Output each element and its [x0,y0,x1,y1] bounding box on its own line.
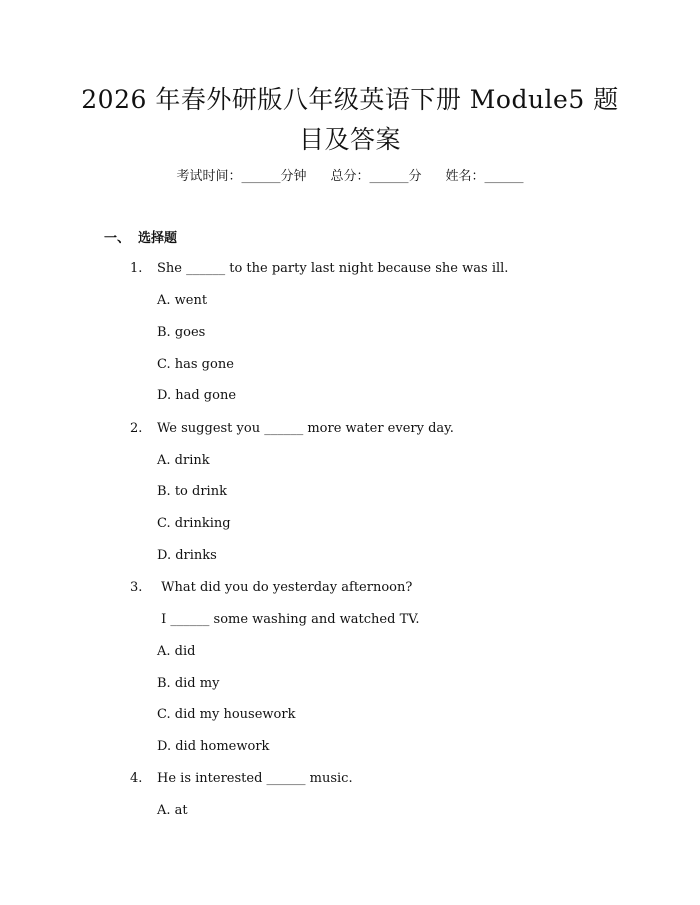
answer-option: A. drink [157,453,210,468]
answer-option: C. drinking [157,516,231,531]
question-number: 4. [130,771,143,786]
question-stem: What did you do yesterday afternoon? [157,580,413,595]
answer-option: B. goes [157,325,206,340]
section-heading [104,229,177,249]
exam-info [0,167,700,187]
answer-option: C. has gone [157,357,234,372]
exam-name-field: 姓名：______ [445,169,524,184]
answer-option: A. went [157,293,208,308]
question-stem: He is interested ______ music. [157,771,353,786]
section-title: 选择题 [138,231,178,246]
answer-option: C. did my housework [157,707,296,722]
section-number: 一、 [104,231,131,246]
exam-total-score: 总分：______分 [330,169,422,184]
answer-option: A. at [157,803,188,818]
document-title [0,80,700,160]
question-stem: She ______ to the party last night because she was ill. [157,261,509,276]
question-stem: We suggest you ______ more water every day. [157,421,454,436]
answer-option: B. to drink [157,484,227,499]
title-line-1: 2026 年春外研版八年级英语下册 Module5 题 [81,85,619,114]
answer-option: D. drinks [157,548,217,563]
title-line-2: 目及答案 [298,125,401,154]
question-stem-line-2: I ______ some washing and watched TV. [157,612,420,627]
exam-time: 考试时间：______分钟 [176,169,307,184]
question-number: 1. [130,261,143,276]
answer-option: D. did homework [157,739,270,754]
question-number: 2. [130,421,143,436]
question-number: 3. [130,580,143,595]
answer-option: A. did [157,644,196,659]
answer-option: B. did my [157,676,220,691]
answer-option: D. had gone [157,388,237,403]
